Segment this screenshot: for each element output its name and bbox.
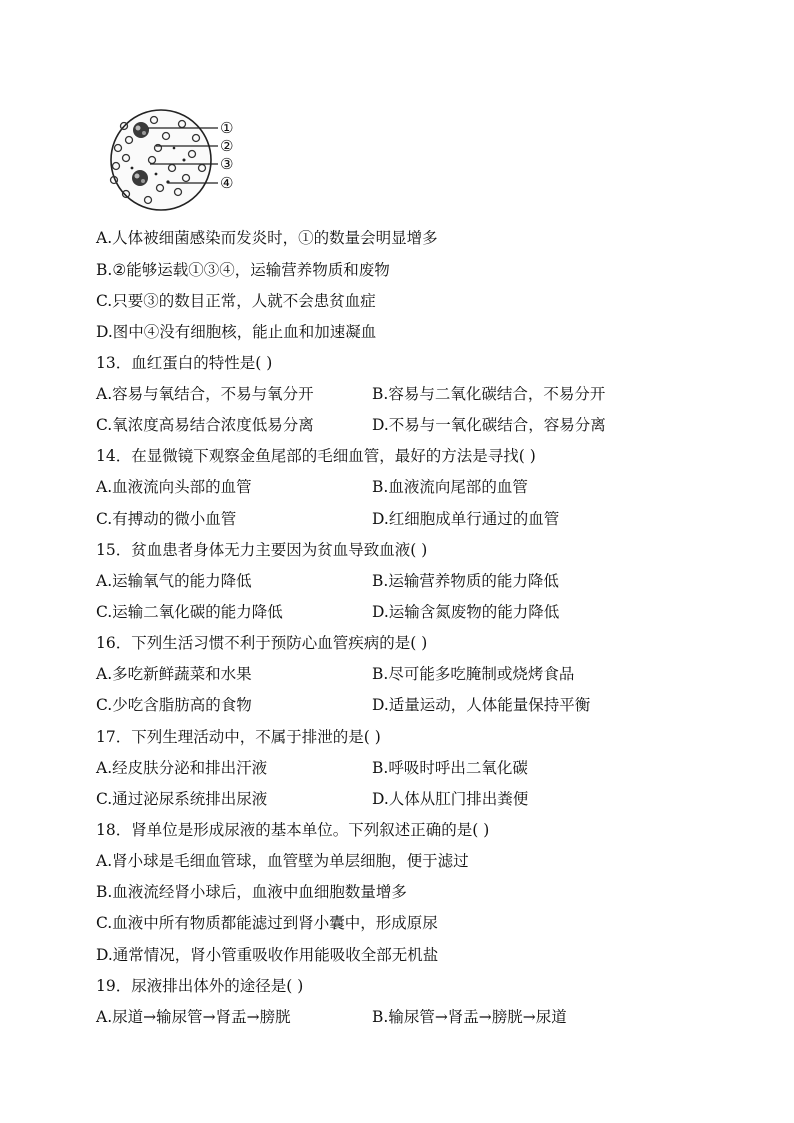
q16-option-b: B.尽可能多吃腌制或烧烤食品 — [372, 665, 575, 683]
q18-option-b: B.血液流经肾小球后，血液中血细胞数量增多 — [96, 883, 407, 901]
q16-option-a: A.多吃新鲜蔬菜和水果 — [96, 665, 252, 683]
q14-option-d: D.红细胞成单行通过的血管 — [372, 510, 560, 528]
q12-option-a: A.人体被细菌感染而发炎时，①的数量会明显增多 — [96, 229, 438, 247]
label-2: ② — [220, 137, 234, 155]
q14-stem: 14．在显微镜下观察金鱼尾部的毛细血管，最好的方法是寻找( ) — [96, 447, 536, 465]
q17-option-d: D.人体从肛门排出粪便 — [372, 790, 529, 808]
q15-option-d: D.运输含氮废物的能力降低 — [372, 603, 560, 621]
q15-option-a: A.运输氧气的能力降低 — [96, 572, 252, 590]
q15-option-b: B.运输营养物质的能力降低 — [372, 572, 559, 590]
label-3: ③ — [220, 155, 234, 173]
q16-stem: 16．下列生活习惯不利于预防心血管疾病的是( ) — [96, 634, 428, 652]
q18-option-a: A.肾小球是毛细血管球，血管壁为单层细胞，便于滤过 — [96, 852, 469, 870]
q18-option-d: D.通常情况，肾小管重吸收作用能吸收全部无机盐 — [96, 946, 439, 964]
q18-stem: 18．肾单位是形成尿液的基本单位。下列叙述正确的是( ) — [96, 821, 490, 839]
q17-option-a: A.经皮肤分泌和排出汗液 — [96, 759, 268, 777]
microscope-field — [111, 110, 211, 210]
q17-option-b: B.呼吸时呼出二氧化碳 — [372, 759, 528, 777]
blood-smear-figure — [96, 108, 246, 213]
figure-labels — [220, 119, 233, 192]
q13-stem: 13．血红蛋白的特性是( ) — [96, 354, 273, 372]
q14-option-b: B.血液流向尾部的血管 — [372, 478, 528, 496]
label-1: ① — [220, 119, 234, 137]
q19-option-a: A.尿道→输尿管→肾盂→膀胱 — [96, 1008, 291, 1026]
q14-option-a: A.血液流向头部的血管 — [96, 478, 252, 496]
q15-stem: 15．贫血患者身体无力主要因为贫血导致血液( ) — [96, 541, 428, 559]
q14-option-c: C.有搏动的微小血管 — [96, 510, 237, 528]
q18-option-c: C.血液中所有物质都能滤过到肾小囊中，形成原尿 — [96, 914, 438, 932]
white-blood-cell — [133, 122, 149, 138]
q17-option-c: C.通过泌尿系统排出尿液 — [96, 790, 268, 808]
q12-option-d: D.图中④没有细胞核，能止血和加速凝血 — [96, 323, 377, 341]
q13-option-b: B.容易与二氧化碳结合，不易分开 — [372, 385, 606, 403]
q16-option-c: C.少吃含脂肪高的食物 — [96, 696, 252, 714]
q19-stem: 19．尿液排出体外的途径是( ) — [96, 977, 304, 995]
q19-option-b: B.输尿管→肾盂→膀胱→尿道 — [372, 1008, 567, 1026]
white-blood-cell — [132, 170, 148, 186]
q12-option-c: C.只要③的数目正常，人就不会患贫血症 — [96, 292, 376, 310]
label-4: ④ — [220, 174, 234, 192]
q16-option-d: D.适量运动，人体能量保持平衡 — [372, 696, 591, 714]
q13-option-c: C.氧浓度高易结合浓度低易分离 — [96, 416, 314, 434]
q12-option-b: B.②能够运载①③④，运输营养物质和废物 — [96, 261, 390, 279]
q13-option-d: D.不易与一氧化碳结合，容易分离 — [372, 416, 606, 434]
q15-option-c: C.运输二氧化碳的能力降低 — [96, 603, 283, 621]
q13-option-a: A.容易与氧结合，不易与氧分开 — [96, 385, 314, 403]
q17-stem: 17．下列生理活动中，不属于排泄的是( ) — [96, 728, 381, 746]
